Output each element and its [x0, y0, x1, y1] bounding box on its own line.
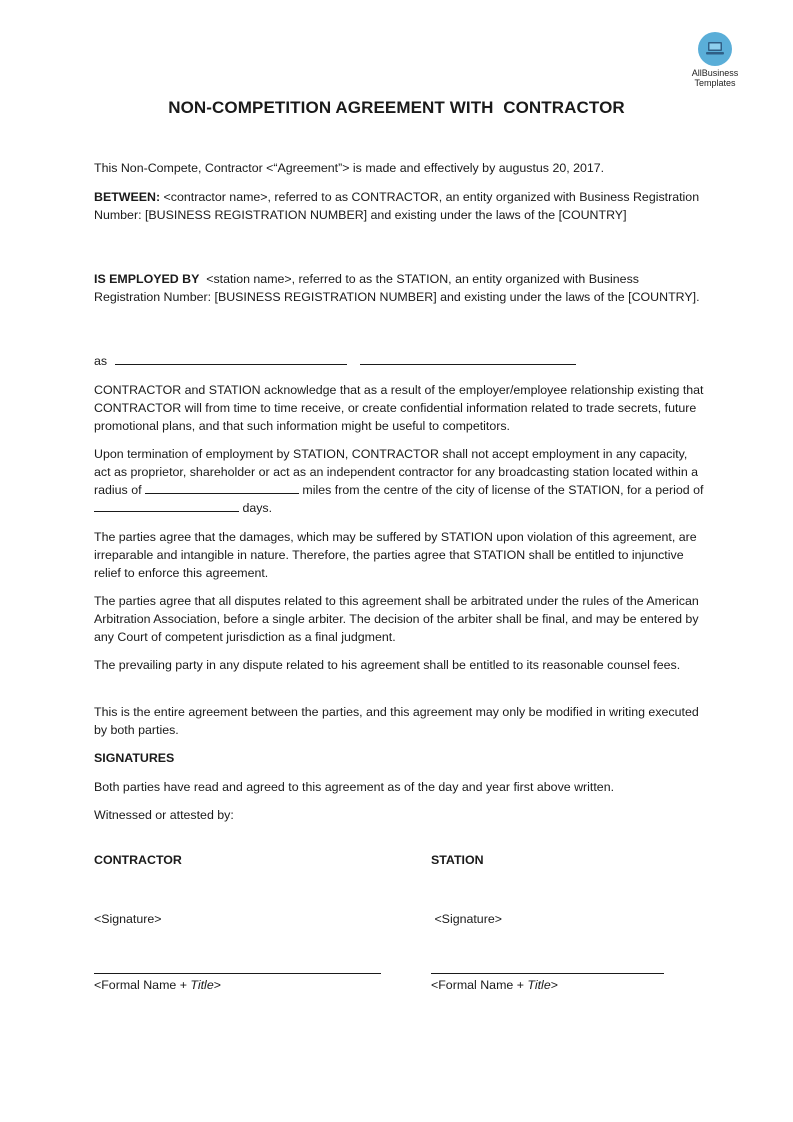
- allbusiness-templates-logo: [684, 32, 746, 88]
- between-label: BETWEEN:: [94, 190, 161, 204]
- logo-line-1: AllBusiness: [691, 68, 739, 78]
- intro-paragraph: This Non-Compete, Contractor <“Agreement”> is made and effectively by augustus 20, 2017.: [94, 161, 605, 175]
- logo-text: [684, 68, 746, 88]
- as-blank-1[interactable]: [115, 352, 347, 365]
- confidentiality-paragraph: CONTRACTOR and STATION acknowledge that as a result of the employer/employee relationship existing that CONTRACTOR will from time to time receive, or create confidential information related to trade secrets, future promotional plans, and that such information might be useful to competitors.: [94, 383, 704, 433]
- employed-label: IS EMPLOYED BY: [94, 272, 200, 286]
- signatures-heading: SIGNATURES: [94, 751, 175, 765]
- as-label: as: [94, 354, 108, 368]
- station-signature-placeholder[interactable]: <Signature>: [431, 912, 502, 926]
- document-title: NON-COMPETITION AGREEMENT WITH CONTRACTOR: [168, 98, 625, 117]
- counsel-fees-paragraph: The prevailing party in any dispute related to his agreement shall be entitled to its reasonable counsel fees.: [94, 658, 681, 672]
- as-blank-2[interactable]: [360, 352, 576, 365]
- radius-blank[interactable]: [145, 481, 299, 494]
- contractor-name-title: Title: [190, 978, 214, 992]
- station-name-title: Title: [527, 978, 551, 992]
- period-blank[interactable]: [94, 499, 239, 512]
- termination-text-1: Upon termination of employment by STATION, CONTRACTOR shall not accept employment in any capacity, act as proprietor, shareholder or act as an independent contractor for any broadcasting station located within a radius of: [94, 447, 699, 497]
- as-line: [94, 352, 706, 370]
- contractor-signature-placeholder[interactable]: <Signature>: [94, 912, 162, 926]
- termination-text-2: miles from the centre of the city of license of the STATION, for a period of: [298, 483, 704, 497]
- station-name-prefix: <Formal Name +: [431, 978, 528, 992]
- damages-paragraph: The parties agree that the damages, which may be suffered by STATION upon violation of this agreement, are irreparable and intangible in nature. Therefore, the parties agree that STATION shall be entitled to injunctive relief to enforce this agreement.: [94, 530, 697, 580]
- station-name-suffix: >: [550, 978, 558, 992]
- contractor-name-prefix: <Formal Name +: [94, 978, 191, 992]
- station-signature-line: [431, 973, 664, 974]
- laptop-icon: [698, 32, 732, 66]
- contractor-name-suffix: >: [213, 978, 221, 992]
- logo-line-2: Templates: [694, 78, 736, 88]
- station-formal-name[interactable]: [431, 976, 558, 994]
- station-label: STATION: [431, 853, 484, 867]
- termination-paragraph: [94, 445, 706, 517]
- termination-text-3: days.: [239, 501, 273, 515]
- between-paragraph: [94, 188, 706, 224]
- employed-paragraph: [94, 270, 706, 306]
- between-text: <contractor name>, referred to as CONTRACTOR, an entity organized with Business Registration Number: [BUSINESS REGISTRATION NUMBER] and existing under the laws of the [COUNTRY]: [94, 190, 700, 222]
- witnessed-statement: Witnessed or attested by:: [94, 808, 234, 822]
- contractor-label: CONTRACTOR: [94, 853, 182, 867]
- arbitration-paragraph: The parties agree that all disputes related to this agreement shall be arbitrated under the rules of the American Arbitration Association, before a single arbiter. The decision of the arbiter shall be final, and may be entered by any Court of competent jurisdiction as a final judgment.: [94, 594, 699, 644]
- entire-agreement-paragraph: This is the entire agreement between the parties, and this agreement may only be modified in writing executed by both parties.: [94, 705, 699, 737]
- contractor-formal-name[interactable]: [94, 976, 221, 994]
- employed-text: <station name>, referred to as the STATION, an entity organized with Business Registration Number: [BUSINESS REGISTRATION NUMBER] and existing under the laws of the [COUNTRY].: [94, 272, 700, 304]
- contractor-signature-line: [94, 973, 381, 974]
- agreed-statement: Both parties have read and agreed to this agreement as of the day and year first above written.: [94, 780, 615, 794]
